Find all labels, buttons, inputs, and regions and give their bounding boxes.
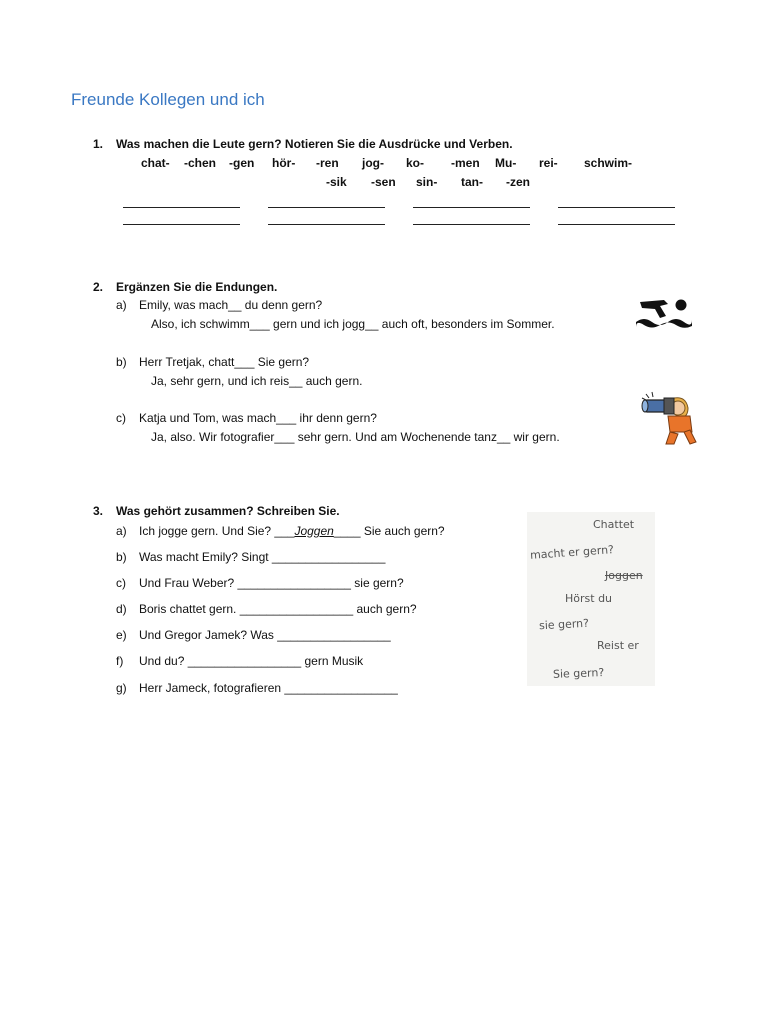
item-question: Herr Tretjak, chatt___ Sie gern? xyxy=(139,355,310,369)
cloud-word: Hörst du xyxy=(565,592,613,605)
item-answer: Also, ich schwimm___ gern und ich jogg__ auch oft, besonders im Sommer. xyxy=(151,317,555,331)
cloud-word: sie gern? xyxy=(538,616,590,633)
answer-line[interactable] xyxy=(123,207,240,208)
item-sentence: Herr Jameck, fotografieren _________________ xyxy=(139,681,398,695)
item-question: Katja und Tom, was mach___ ihr denn gern? xyxy=(139,411,377,425)
item-letter: c) xyxy=(116,411,126,425)
photographer-icon xyxy=(640,388,698,446)
item-letter: a) xyxy=(116,298,127,312)
syllable: ko- xyxy=(406,156,424,170)
cloud-word: macht er gern? xyxy=(529,543,615,562)
answer-line[interactable] xyxy=(558,207,675,208)
answer-line[interactable] xyxy=(413,224,530,225)
cloud-word: Sie gern? xyxy=(552,666,605,681)
item-letter: a) xyxy=(116,524,127,538)
item-answer: Ja, sehr gern, und ich reis__ auch gern. xyxy=(151,374,363,388)
item-letter: c) xyxy=(116,576,126,590)
exercise3-heading: Was gehört zusammen? Schreiben Sie. xyxy=(116,504,340,518)
item-letter: d) xyxy=(116,602,127,616)
exercise1-number: 1. xyxy=(93,137,104,151)
answer-line[interactable] xyxy=(558,224,675,225)
word-cloud-box xyxy=(527,512,655,686)
item-letter: b) xyxy=(116,355,127,369)
item-sentence: Und Gregor Jamek? Was _________________ xyxy=(139,628,391,642)
item-question: Emily, was mach__ du denn gern? xyxy=(139,298,323,312)
answer-line[interactable] xyxy=(268,224,385,225)
item-sentence: Und Frau Weber? _________________ sie gern? xyxy=(139,576,404,590)
item-answer: Ja, also. Wir fotografier___ sehr gern. Und am Wochenende tanz__ wir gern. xyxy=(151,430,560,444)
item-sentence: Boris chattet gern. _________________ auch gern? xyxy=(139,602,417,616)
answer-line[interactable] xyxy=(413,207,530,208)
item-letter: e) xyxy=(116,628,127,642)
syllable: sin- xyxy=(416,175,438,189)
syllable: schwim- xyxy=(584,156,633,170)
item-letter: g) xyxy=(116,681,127,695)
swimmer-icon xyxy=(634,294,694,330)
syllable: hör- xyxy=(272,156,296,170)
syllable: chat- xyxy=(141,156,170,170)
sentence-start: Ich jogge gern. Und Sie? ___ xyxy=(139,524,295,538)
syllable: Mu- xyxy=(495,156,517,170)
exercise3-number: 3. xyxy=(93,504,104,518)
item-sentence: Und du? _________________ gern Musik xyxy=(139,654,364,668)
exercise1-heading: Was machen die Leute gern? Notieren Sie die Ausdrücke und Verben. xyxy=(116,137,513,151)
exercise2-heading: Ergänzen Sie die Endungen. xyxy=(116,280,278,294)
syllable: rei- xyxy=(539,156,558,170)
cloud-word: Reist er xyxy=(597,639,639,652)
syllable: -gen xyxy=(229,156,255,170)
syllable: -men xyxy=(451,156,480,170)
item-sentence: Was macht Emily? Singt _________________ xyxy=(139,550,386,564)
syllable: -zen xyxy=(506,175,530,189)
answer-line[interactable] xyxy=(123,224,240,225)
answer-line[interactable] xyxy=(268,207,385,208)
cloud-word: Joggen xyxy=(605,569,643,582)
exercise2-number: 2. xyxy=(93,280,104,294)
syllable: tan- xyxy=(461,175,483,189)
syllable: jog- xyxy=(362,156,384,170)
syllable: -ren xyxy=(316,156,339,170)
syllable: -sen xyxy=(371,175,396,189)
page-title: Freunde Kollegen und ich xyxy=(71,90,265,109)
item-sentence xyxy=(139,524,445,538)
sentence-end: ____ Sie auch gern? xyxy=(333,524,445,538)
cloud-word: Chattet xyxy=(593,518,635,531)
item-letter: b) xyxy=(116,550,127,564)
item-letter: f) xyxy=(116,654,124,668)
syllable: -chen xyxy=(184,156,217,170)
syllable: -sik xyxy=(326,175,347,189)
example-answer: Joggen xyxy=(294,524,334,538)
